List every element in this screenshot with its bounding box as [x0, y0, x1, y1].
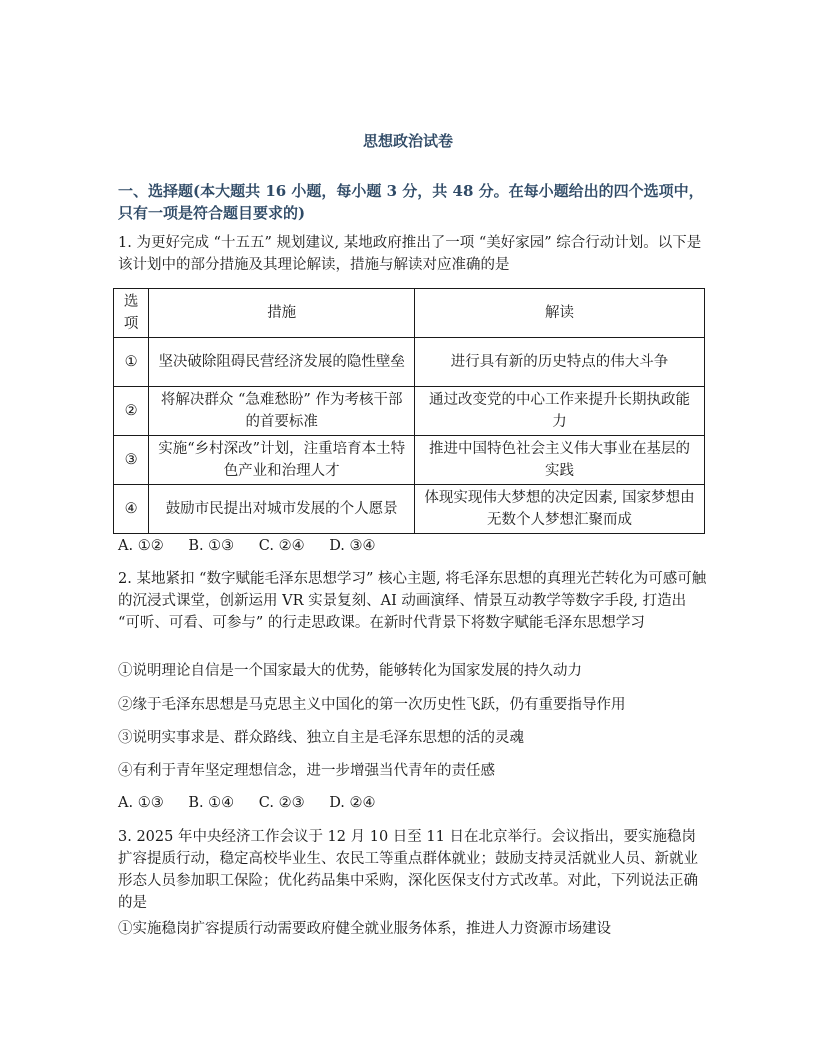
section-header: 一、选择题(本大题共 16 小题，每小题 3 分，共 48 分。在每小题给出的四个选项中，只有一项是符合题目要求的) — [118, 182, 704, 222]
answer-choice-d[interactable]: D. ③④ — [329, 538, 376, 554]
answer-choice-a[interactable]: A. ①③ — [118, 795, 164, 811]
table-header-option: 选项 — [114, 289, 149, 338]
table-cell-interpretation: 体现实现伟大梦想的决定因素, 国家梦想由无数个人梦想汇聚而成 — [415, 485, 705, 534]
table-row — [114, 485, 705, 534]
question-1-stem: 1. 为更好完成 “十五五” 规划建议, 某地政府推出了一项 “美好家园” 综合行动计划。以下是该计划中的部分措施及其理论解读，措施与解读对应准确的是 — [118, 235, 702, 273]
answer-choice-b[interactable]: B. ①③ — [188, 538, 235, 554]
question-2-option-3: ③说明实事求是、群众路线、独立自主是毛泽东思想的活的灵魂 — [118, 730, 524, 746]
question-2-option-2: ②缘于毛泽东思想是马克思主义中国化的第一次历史性飞跃，仍有重要指导作用 — [118, 697, 626, 713]
question-3-stem: 3. 2025 年中央经济工作会议于 12 月 10 日至 11 日在北京举行。会议指出，要实施稳岗扩容提质行动，稳定高校毕业生、农民工等重点群体就业；鼓励支持灵活就业人员、新就业形态人员参加职工保险；优化药品集中采购，深化医保支付方式改革。对此，下列说法正确的是 — [118, 829, 698, 911]
answer-choice-d[interactable]: D. ②④ — [329, 795, 376, 811]
question-1-table — [113, 288, 705, 534]
table-row — [114, 436, 705, 485]
table-cell-measure: 将解决群众 “急难愁盼” 作为考核干部的首要标准 — [149, 387, 415, 436]
answer-choice-b[interactable]: B. ①④ — [188, 795, 235, 811]
table-cell-measure: 坚决破除阻碍民营经济发展的隐性壁垒 — [149, 338, 415, 387]
table-cell-option: ① — [114, 338, 149, 387]
table-row — [114, 338, 705, 387]
answer-choice-c[interactable]: C. ②④ — [258, 538, 305, 554]
table-cell-option: ② — [114, 387, 149, 436]
question-2-option-1: ①说明理论自信是一个国家最大的优势，能够转化为国家发展的持久动力 — [118, 663, 582, 679]
question-3-option-1: ①实施稳岗扩容提质行动需要政府健全就业服务体系，推进人力资源市场建设 — [118, 921, 611, 937]
answer-choice-c[interactable]: C. ②③ — [258, 795, 305, 811]
page-title: 思想政治试卷 — [362, 132, 453, 150]
table-cell-option: ③ — [114, 436, 149, 485]
table-header-measure: 措施 — [149, 289, 415, 338]
table-cell-interpretation: 进行具有新的历史特点的伟大斗争 — [415, 338, 705, 387]
table-header-interpretation: 解读 — [415, 289, 705, 338]
table-header-row — [114, 289, 705, 338]
table-cell-measure: 鼓励市民提出对城市发展的个人愿景 — [149, 485, 415, 534]
question-2-option-4: ④有利于青年坚定理想信念，进一步增强当代青年的责任感 — [118, 763, 495, 779]
question-2-answers — [118, 792, 396, 814]
answer-choice-a[interactable]: A. ①② — [118, 538, 164, 554]
table-cell-option: ④ — [114, 485, 149, 534]
table-cell-interpretation: 推进中国特色社会主义伟大事业在基层的实践 — [415, 436, 705, 485]
table-row — [114, 387, 705, 436]
table-cell-interpretation: 通过改变党的中心工作来提升长期执政能力 — [415, 387, 705, 436]
question-2-stem: 2. 某地紧扣 “数字赋能毛泽东思想学习” 核心主题, 将毛泽东思想的真理光芒转化为可感可触的沉浸式课堂，创新运用 VR 实景复刻、AI 动画演绎、情景互动教学等数字手段, 打造出 “可听、可看、可参与” 的行走思政课。在新时代背景下将数字赋能毛泽东思想学习 — [118, 571, 707, 631]
table-cell-measure: 实施“乡村深改”计划，注重培育本土特色产业和治理人才 — [149, 436, 415, 485]
question-1-answers — [118, 535, 396, 557]
